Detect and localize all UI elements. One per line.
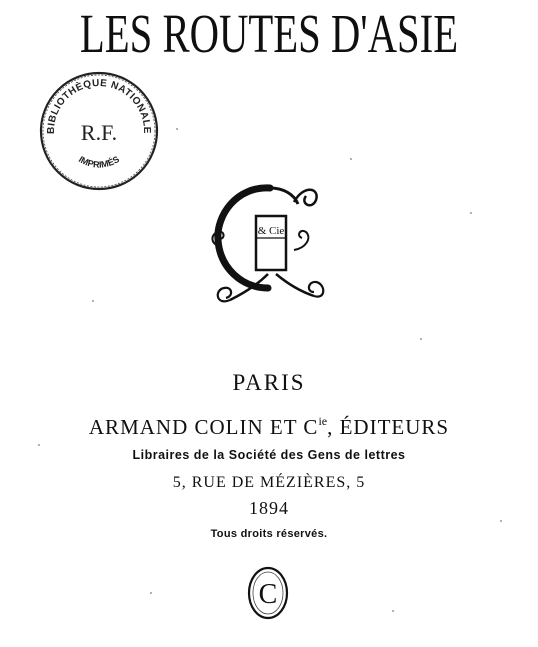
publisher-monogram [208,176,328,314]
book-title: LES ROUTES D'ASIE [79,3,459,64]
copyright-seal-letter: C [258,579,278,610]
imprint-year: 1894 [249,498,289,518]
library-stamp [36,68,162,194]
copyright-seal [246,565,290,621]
imprint-address: 5, RUE DE MÉZIÈRES, 5 [172,474,366,491]
paper-speck [350,158,352,160]
paper-speck [38,444,40,446]
imprint-booksellers: Libraires de la Société des Gens de lettres [132,448,406,462]
paper-speck [420,338,422,340]
paper-speck [150,592,152,594]
paper-speck [500,520,502,522]
paper-speck [176,128,178,130]
stamp-lower-text: IMPRIMÉS [76,154,122,170]
paper-speck [392,610,394,612]
publisher-superscript: ie [318,414,328,428]
stamp-monogram: R.F. [80,120,118,145]
publisher-prefix: ARMAND COLIN ET C [88,415,319,439]
imprint-publisher [0,414,538,440]
svg-text:IMPRIMÉS [77,154,121,170]
imprint-city: PARIS [232,370,306,395]
paper-speck [470,212,472,214]
imprint-rights: Tous droits réservés. [210,528,328,540]
publisher-suffix: , ÉDITEURS [327,415,450,439]
stamp-outer-text: BIBLIOTHÈQUE NATIONALE [45,77,153,135]
monogram-text: & Cie [257,225,285,237]
paper-speck [92,300,94,302]
